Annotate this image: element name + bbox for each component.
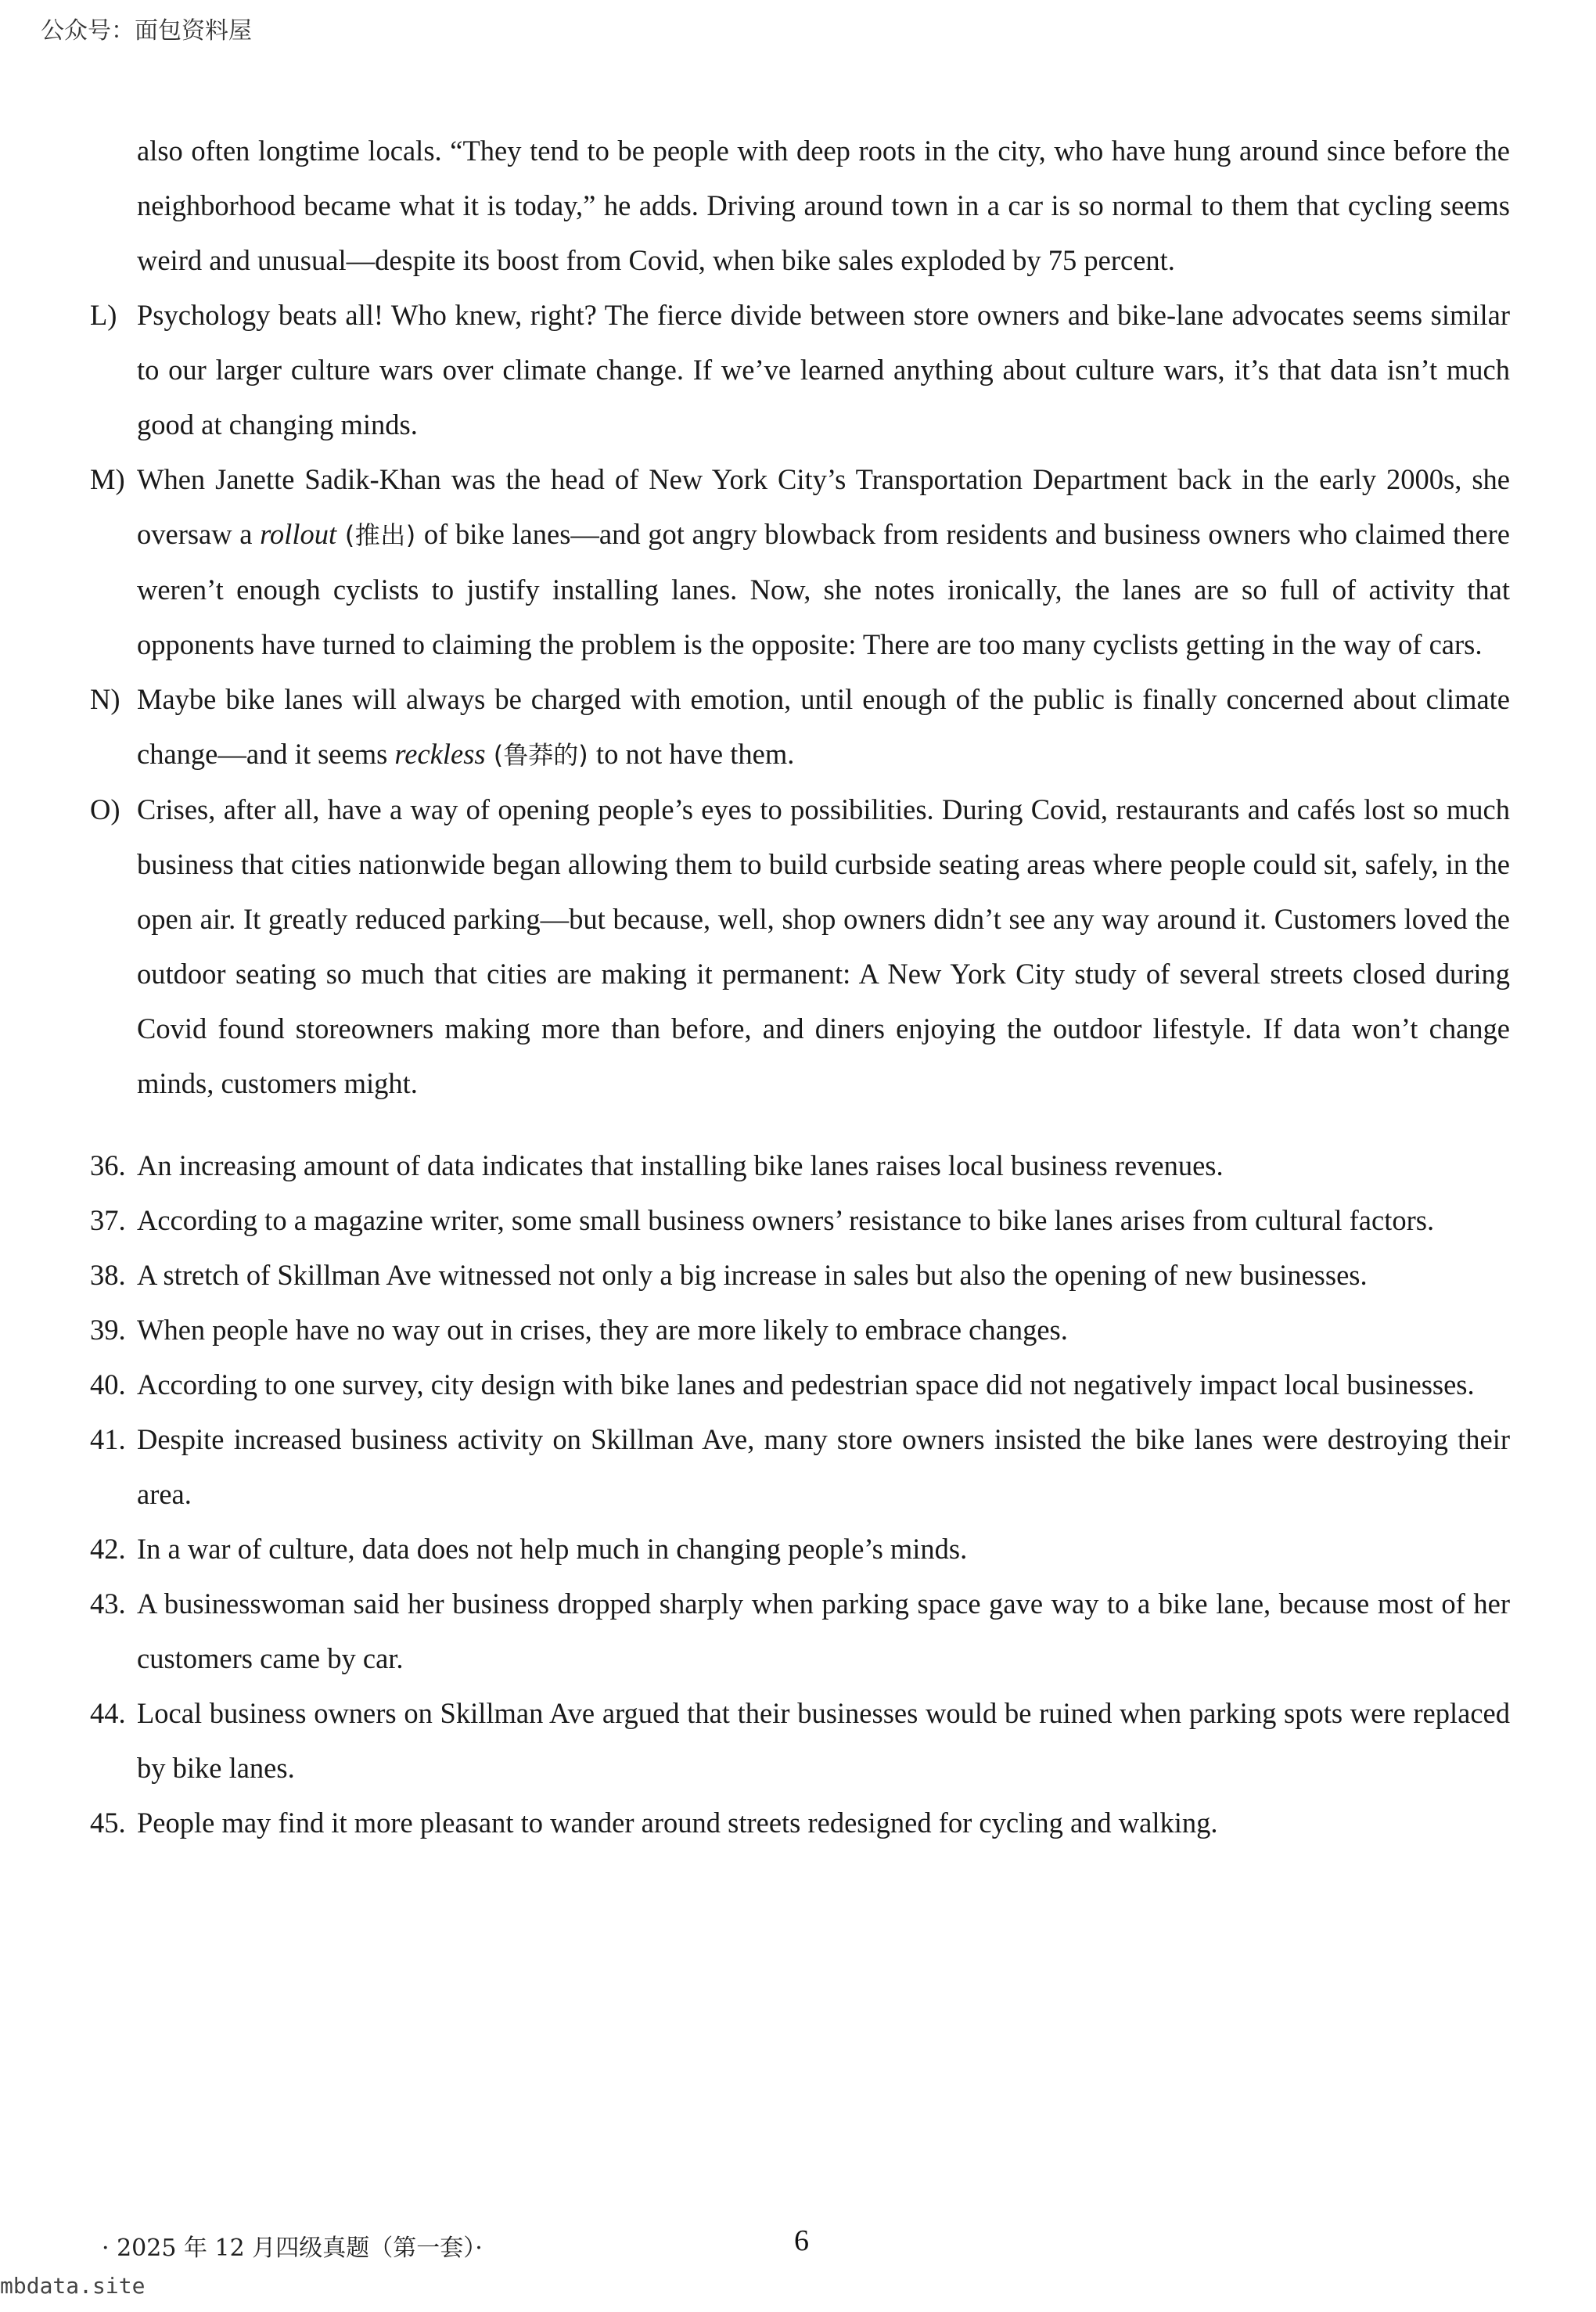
question-number: 40. (90, 1368, 126, 1401)
paragraph-text: Psychology beats all! Who knew, right? The fierce divide between store owners and bike-lane advocates seems similar to our larger culture wars over climate change. If we’ve learned anything about culture wars, it’s that data isn’t much good at changing minds. (137, 299, 1510, 440)
question-item (90, 1303, 1510, 1357)
paragraph-M (90, 452, 1510, 672)
exam-info: · 2025 年 12 月四级真题（第一套）· (102, 2235, 483, 2262)
question-number: 38. (90, 1259, 126, 1291)
italic-term: rollout (260, 518, 337, 550)
chinese-gloss: (推出) (336, 520, 424, 550)
question-text: Local business owners on Skillman Ave argued that their businesses would be ruined when parking spots were replaced by bike lanes. (137, 1697, 1510, 1784)
question-number: 39. (90, 1314, 126, 1346)
question-text: An increasing amount of data indicates that installing bike lanes raises local business revenues. (137, 1149, 1224, 1181)
paragraph-text: When Janette Sadik-Khan was the head of New York City’s Transportation Department back in the early 2000s, she oversaw a (137, 463, 1510, 550)
question-number: 45. (90, 1807, 126, 1839)
site-label: mbdata.site (0, 2273, 146, 2299)
paragraph-text: Crises, after all, have a way of opening people’s eyes to possibilities. During Covid, restaurants and cafés lost so much business that cities nationwide began allowing them to build curbside seating areas where people could sit, safely, in the open air. It greatly reduced parking—but because, well, shop owners didn’t see any way around it. Customers loved the outdoor seating so much that cities are making it permanent: A New York City study of several streets closed during Covid found storeowners making more than before, and diners enjoying the outdoor lifestyle. If data won’t change minds, customers might. (137, 793, 1510, 1099)
paragraph-text: to not have them. (595, 738, 795, 770)
question-item (90, 1686, 1510, 1796)
question-number: 37. (90, 1204, 126, 1236)
question-item (90, 1248, 1510, 1303)
paragraph-N (90, 672, 1510, 782)
question-number: 43. (90, 1587, 126, 1620)
paragraph-L (90, 288, 1510, 452)
paragraph-text: also often longtime locals. “They tend to be people with deep roots in the city, who have hung around since before the neighborhood became what it is today,” he adds. Driving around town in a car is so normal to them that cycling seems weird and unusual—despite its boost from Covid, when bike sales exploded by 75 percent. (137, 135, 1510, 276)
question-text: A stretch of Skillman Ave witnessed not only a big increase in sales but also the opening of new businesses. (137, 1259, 1368, 1291)
document-content (90, 124, 1510, 1850)
paragraph-marker: O) (90, 793, 120, 825)
question-list (90, 1138, 1510, 1850)
question-number: 36. (90, 1149, 126, 1181)
question-item (90, 1577, 1510, 1686)
question-text: People may find it more pleasant to wander around streets redesigned for cycling and walking. (137, 1807, 1218, 1839)
paragraph-text: of bike lanes—and got angry blowback from residents and business owners who claimed there weren’t enough cyclists to justify installing lanes. Now, she notes ironically, the lanes are so full of activity that opponents have turned to claiming the problem is the opposite: There are too many cyclists getting in the way of cars. (137, 518, 1510, 660)
question-number: 44. (90, 1697, 126, 1729)
question-item (90, 1796, 1510, 1850)
question-text: According to one survey, city design with bike lanes and pedestrian space did not negatively impact local businesses. (137, 1368, 1475, 1401)
question-number: 42. (90, 1533, 126, 1565)
question-item (90, 1138, 1510, 1193)
question-item (90, 1412, 1510, 1522)
question-text: A businesswoman said her business dropped sharply when parking space gave way to a bike lane, because most of her customers came by car. (137, 1587, 1510, 1674)
question-number: 41. (90, 1423, 126, 1455)
paragraph-text: Maybe bike lanes will always be charged with emotion, until enough of the public is finally concerned about climate change—and it seems (137, 683, 1510, 770)
page-number: 6 (794, 2224, 809, 2257)
question-text: When people have no way out in crises, they are more likely to embrace changes. (137, 1314, 1068, 1346)
paragraph-marker: M) (90, 463, 125, 495)
chinese-gloss: (鲁莽的) (485, 740, 596, 770)
header-label: 公众号：面包资料屋 (41, 17, 252, 45)
question-item (90, 1357, 1510, 1412)
question-item (90, 1193, 1510, 1248)
paragraph-marker: N) (90, 683, 120, 715)
question-text: Despite increased business activity on Skillman Ave, many store owners insisted the bike lanes were destroying their area. (137, 1423, 1510, 1510)
question-item (90, 1522, 1510, 1577)
question-text: In a war of culture, data does not help much in changing people’s minds. (137, 1533, 968, 1565)
question-text: According to a magazine writer, some small business owners’ resistance to bike lanes arises from cultural factors. (137, 1204, 1435, 1236)
paragraph-marker: L) (90, 299, 117, 331)
paragraph-O (90, 782, 1510, 1111)
paragraph-continuation (90, 124, 1510, 288)
italic-term: reckless (394, 738, 486, 770)
